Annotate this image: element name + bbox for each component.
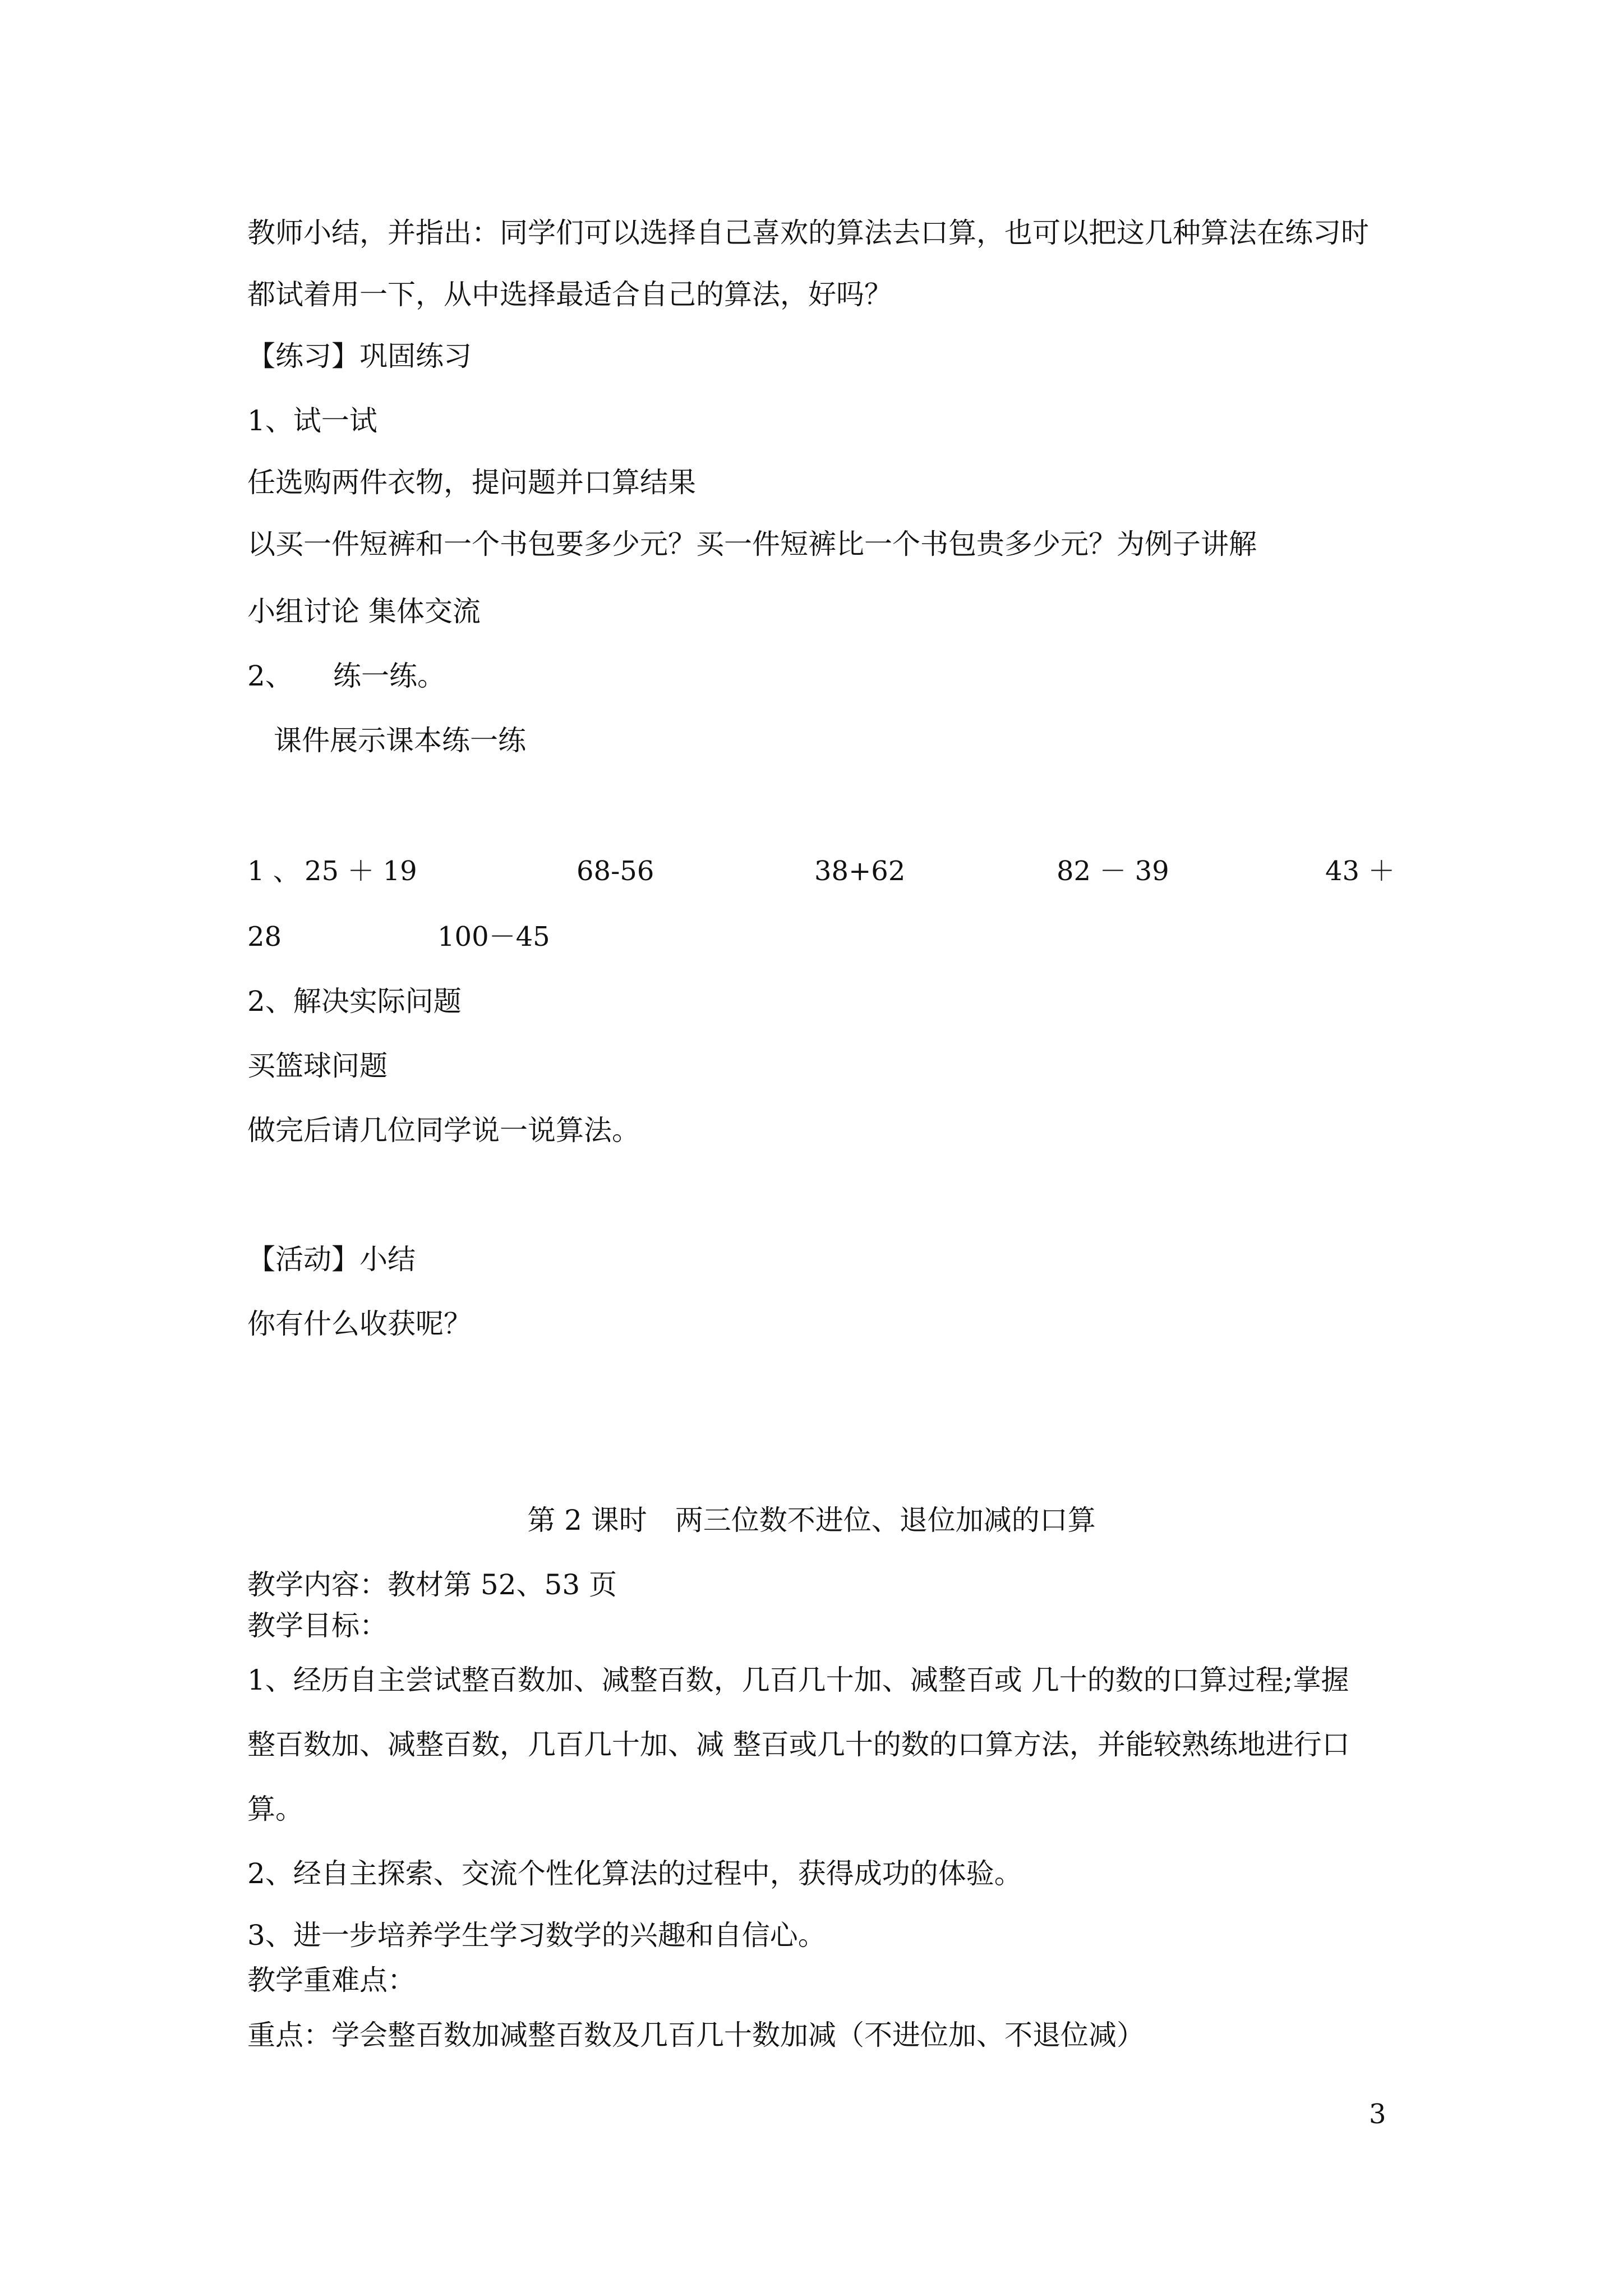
item2-number: 2、 [247,660,293,692]
item1-text-1: 任选购两件衣物，提问题并口算结果 [247,466,696,499]
section2-text-1: 买篮球问题 [247,1050,388,1082]
activity-question: 你有什么收获呢？ [247,1308,472,1340]
exercise-expr: 100－45 [437,921,550,953]
exercise-expr: 43 ＋ [1325,855,1395,887]
goal1-line-3: 算。 [247,1793,303,1825]
goal3: 3、进一步培养学生学习数学的兴趣和自信心。 [247,1919,826,1952]
exercise-expr: 25 ＋ 19 [305,855,417,887]
section2-text-2: 做完后请几位同学说一说算法。 [247,1114,640,1147]
item1-text-3: 小组讨论 集体交流 [247,595,481,628]
lesson2-content: 教学内容：教材第 52、53 页 [247,1568,617,1601]
goal1-line-2: 整百数加、减整百数，几百几十加、减 整百或几十的数的口算方法，并能较熟练地进行口 [247,1728,1350,1761]
lesson2-title: 第 2 课时 两三位数不进位、退位加减的口算 [527,1504,1096,1536]
item2-text: 课件展示课本练一练 [274,724,526,757]
summary-line-1: 教师小结，并指出：同学们可以选择自己喜欢的算法去口算，也可以把这几种算法在练习时 [247,217,1369,249]
section2-title: 2、解决实际问题 [247,985,462,1018]
item1-title: 1、试一试 [247,404,377,437]
exercise-expr: 28 [247,921,282,953]
exercise-expr: 38+62 [814,855,906,887]
practice-heading: 【练习】巩固练习 [247,340,472,372]
goal1-line-1: 1、经历自主尝试整百数加、减整百数，几百几十加、减整百或 几十的数的口算过程;掌握 [247,1664,1349,1696]
exercise-expr: 82 － 39 [1057,855,1169,887]
exercise-label: 1 、 [247,855,300,887]
key-points-label: 教学重难点： [247,1964,416,1996]
key-point: 重点：学会整百数加减整百数及几百几十数加减（不进位加、不退位减） [247,2019,1145,2051]
item1-text-2: 以买一件短裤和一个书包要多少元？买一件短裤比一个书包贵多少元？为例子讲解 [247,528,1257,560]
goals-label: 教学目标： [247,1609,388,1642]
goal2: 2、经自主探索、交流个性化算法的过程中，获得成功的体验。 [247,1857,1022,1890]
item2-title: 练一练。 [333,660,445,692]
activity-heading: 【活动】小结 [247,1243,416,1276]
page-number: 3 [1369,2099,1386,2130]
exercise-expr: 68-56 [577,855,654,887]
summary-line-2: 都试着用一下，从中选择最适合自己的算法，好吗？ [247,278,892,311]
